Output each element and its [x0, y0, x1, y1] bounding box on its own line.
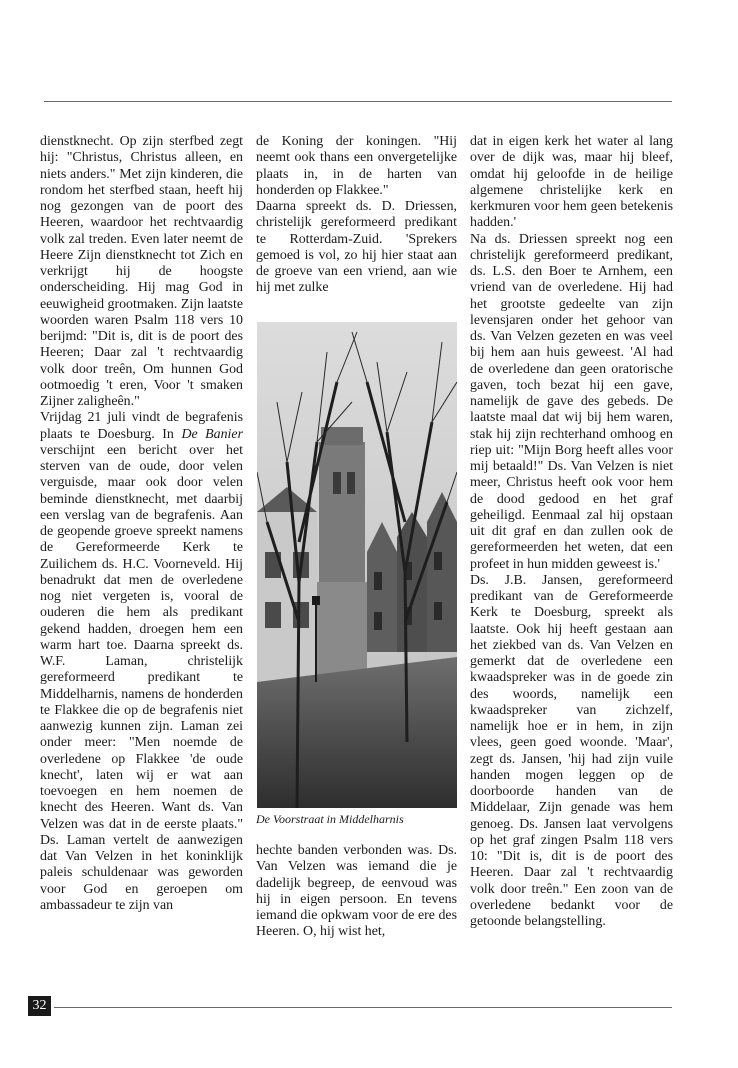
- bottom-rule: [54, 1007, 672, 1008]
- paragraph: dienstknecht. Op zijn sterfbed zegt hij: "Christus, Christus alleen, en niets anders." Met zijn kinderen, die rondom het sterfbed staan, heeft hij nog gezongen van de poort des Heeren, waardoor het rechtvaardig volk zal treden. Even later neemt de Heere Zijn dienstknecht tot Zich en verkrijgt hij de hoogste onderscheiding. Hij mag God in eeuwigheid grootmaken. Zijn laatste woorden waren Psalm 118 vers 10 berijmd: "Dit is, dit is de poort des Heeren; Daar zal 't rechtvaardig volk door treên, Om hunnen God ootmoedig 't eren, Voor 't smaken Zijner zaligheên.": [40, 134, 243, 409]
- text-column-2-top: [256, 134, 457, 297]
- page-number: 32: [28, 996, 51, 1016]
- top-rule: [44, 101, 672, 102]
- paragraph: dat in eigen kerk het water al lang over de dijk was, maar hij bleef, omdat hij geloofde in de heilige algemene christelijke kerk en kerkmuren voor hem geen betekenis hadden.': [470, 134, 673, 231]
- text-column-2-bottom: hechte banden verbonden was. Ds. Van Velzen was iemand die je dadelijk begreep, de eenvoud was hij in eigen persoon. En tevens iemand die opkwam voor de ere des Heeren. O, hij wist het,: [256, 843, 457, 940]
- paragraph: de Koning der koningen. "Hij neemt ook thans een onvergetelijke plaats in, in de harten van honderden op Flakkee.": [256, 134, 457, 198]
- text-column-1: [40, 134, 243, 914]
- text-run: Vrijdag 21 juli vindt de begrafenis plaats te Doesburg. In: [40, 410, 243, 442]
- publication-title: De Banier: [181, 426, 243, 442]
- street-photo: [257, 322, 457, 808]
- text-run: verschijnt een bericht over het sterven van de oude, door velen verguisde, maar ook door velen beminde dienstknecht, met daarbij een verslag van de begrafenis. Aan de geopende groeve spreekt namens de Gereformeerde Kerk te Zuilichem ds. H.C. Voorneveld. Hij benadrukt dat men de overledene nog niet vergeten is, vooral de ouderen die hem als predikant gekend hadden, droegen hem een warm hart toe. Daarna spreekt ds. W.F. Laman, christelijk gereformeerd predikant te Middelharnis, namens de honderden te Flakkee die op de begrafenis niet aanwezig kunnen zijn. Laman zei onder meer: "Men noemde de overledene op Flakkee 'de oude knecht', laten wij er wat aan toevoegen en hem noemen de knecht des Heeren. Want ds. Van Velzen was dat in de eerste plaats." Ds. Laman vertelt de aanwezigen dat Van Velzen in het koninklijk paleis schuldenaar was geworden voor God en geroepen om ambassadeur te zijn van: [40, 442, 243, 913]
- paragraph: [40, 410, 243, 914]
- paragraph: Daarna spreekt ds. D. Driessen, christelijk gereformeerd predikant te Rotterdam-Zuid. 'Sprekers gemoed is vol, zo hij hier staat aan de groeve van een vriend, aan wie hij met zulke: [256, 199, 457, 296]
- paragraph: Na ds. Driessen spreekt nog een christelijk gereformeerd predikant, ds. L.S. den Boer te Arnhem, een vriend van de overledene. Hij had het grootste gedeelte van zijn levensjaren onder het gehoor van ds. Van Velzen gezeten en was veel bij hem aan huis geweest. 'Al had de overledene dan geen oratorische gaven, toch bezat hij een gave, namelijk de gave des gebeds. De laatste maal dat wij bij hem waren, stak hij zijn rechterhand omhoog en riep uit: "Mijn Borg heeft alles voor mij betaald!" Ds. Van Velzen is niet meer, Christus heeft ook voor hem de dood gedood en het graf geheiligd. Eenmaal zal hij opstaan uit dit graf en dan zullen ook de gereformeerden het weten, dat een profeet in hun midden geweest is.': [470, 231, 673, 572]
- text-column-3: [470, 134, 673, 930]
- photo-caption: De Voorstraat in Middelharnis: [256, 812, 404, 826]
- paragraph: Ds. J.B. Jansen, gereformeerd predikant van de Gereformeerde Kerk te Doesburg, spreekt als laatste. Ook hij heeft gestaan aan het ziekbed van ds. Van Velzen en gemerkt dat de overledene een kwaadspreker was in de goede zin des woords, namelijk een kwaadspreker van zichzelf, namelijk hoe er in hem, in zijn vlees, geen goed woonde. 'Maar', zegt ds. Jansen, 'hij had zijn vuile handen mogen leggen op de doorboorde handen van de Middelaar, Zijn genade was hem genoeg. Ds. Jansen laat vervolgens op het graf zingen Psalm 118 vers 10: "Dit is, dit is de poort des Heeren. Daar zal 't rechtvaardig volk door treên." Een zoon van de overledene bedankt voor de getoonde belangstelling.: [470, 572, 673, 929]
